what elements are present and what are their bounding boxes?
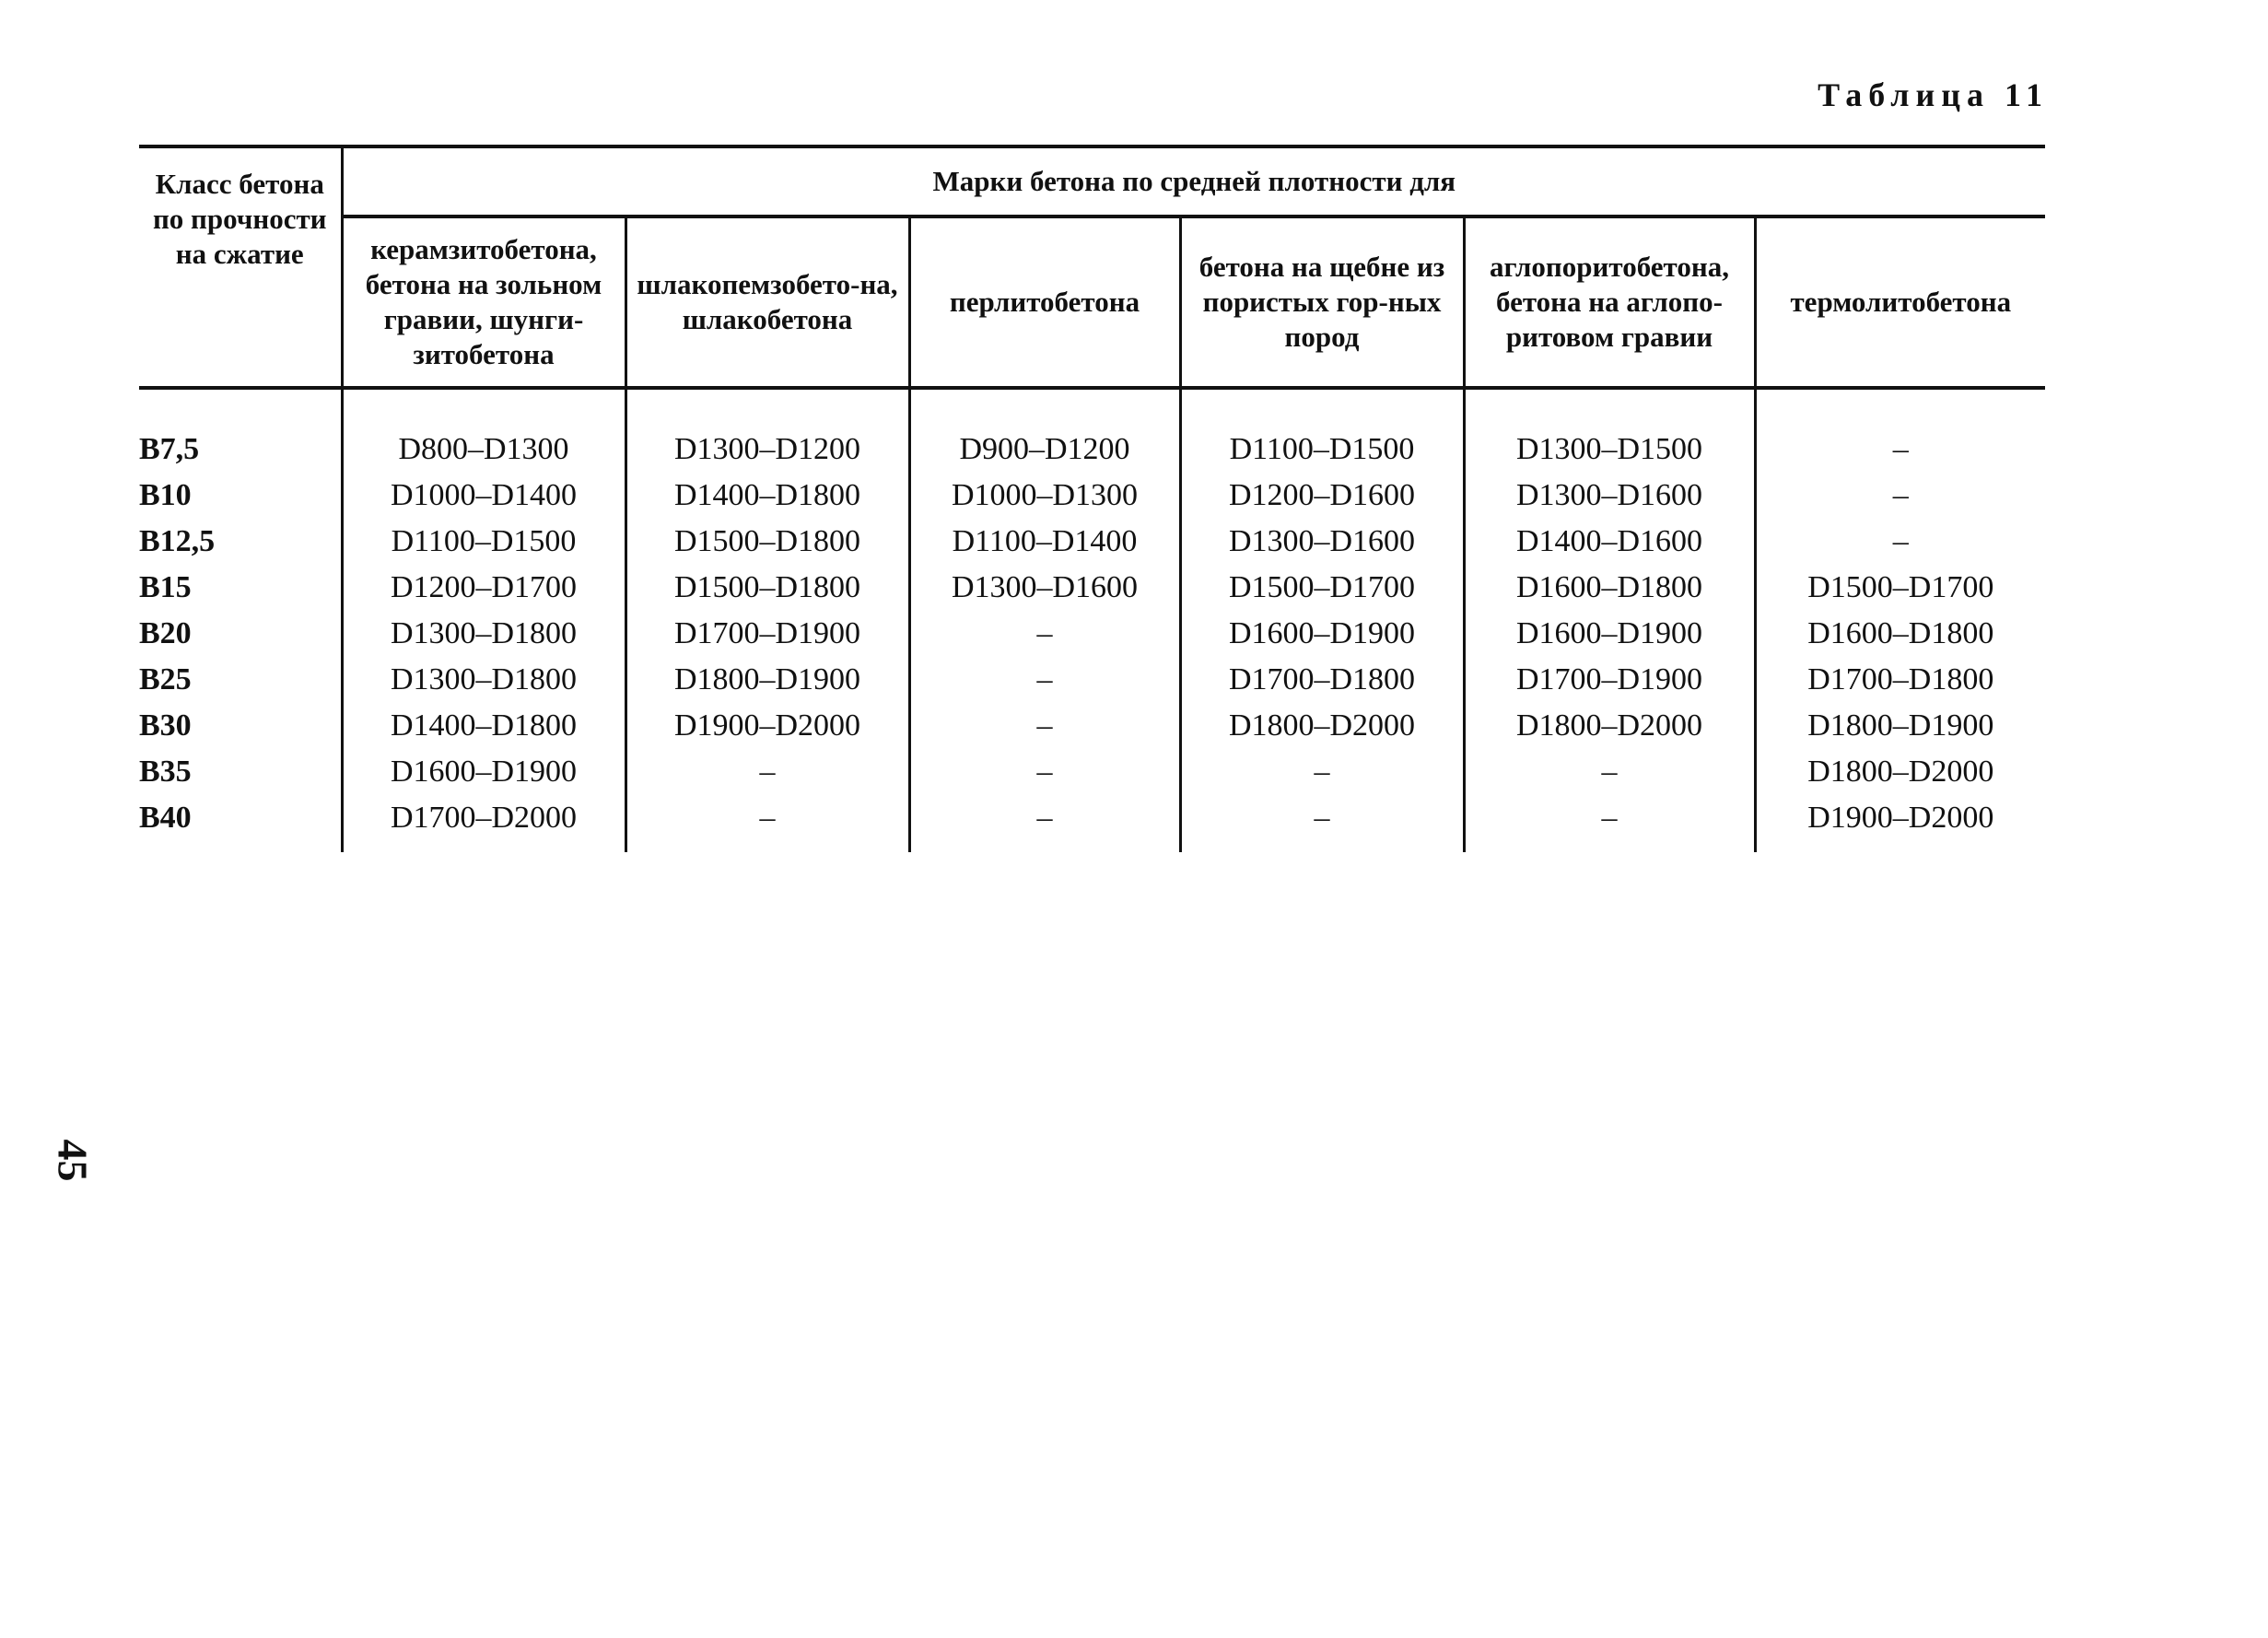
row-value-cell: – <box>909 657 1180 703</box>
row-class-cell: B15 <box>139 570 192 604</box>
row-value-cell: D1800–D2000 <box>1755 749 2045 795</box>
row-value-cell: D1100–D1400 <box>909 519 1180 565</box>
row-value-cell: – <box>909 611 1180 657</box>
row-value-cell: – <box>1755 388 2045 473</box>
row-value-cell: D1000–D1300 <box>909 473 1180 519</box>
table-header <box>139 146 2045 388</box>
row-value-cell: D1800–D1900 <box>1755 703 2045 749</box>
table-row <box>139 611 2045 657</box>
row-value-cell: D1800–D1900 <box>625 657 909 703</box>
row-value-cell: D1200–D1700 <box>342 565 625 611</box>
row-value-cell: – <box>1755 519 2045 565</box>
table-row <box>139 657 2045 703</box>
row-class-cell: B10 <box>139 478 192 512</box>
row-value-cell: – <box>1755 473 2045 519</box>
table-row <box>139 565 2045 611</box>
row-value-cell: D1300–D1200 <box>625 388 909 473</box>
table-row <box>139 473 2045 519</box>
header-class-column: Класс бетона по прочности на сжатие <box>139 146 342 388</box>
header-column-4: бетона на щебне из пористых гор-ных пород <box>1180 216 1464 388</box>
row-value-cell: D1200–D1600 <box>1180 473 1464 519</box>
row-value-cell: D1600–D1800 <box>1755 611 2045 657</box>
row-value-cell: – <box>909 749 1180 795</box>
row-value-cell: D1500–D1700 <box>1180 565 1464 611</box>
row-value-cell: D1300–D1800 <box>342 611 625 657</box>
row-value-cell: D1800–D2000 <box>1180 703 1464 749</box>
table-row <box>139 795 2045 852</box>
header-column-2: шлакопемзобето-на, шлакобетона <box>625 216 909 388</box>
header-column-1: керамзитобетона, бетона на зольном гравии, шунги-зитобетона <box>342 216 625 388</box>
row-value-cell: D1400–D1800 <box>625 473 909 519</box>
row-value-cell: D1600–D1900 <box>342 749 625 795</box>
row-class-cell: B25 <box>139 662 192 696</box>
row-value-cell: D1600–D1900 <box>1180 611 1464 657</box>
row-value-cell: – <box>625 749 909 795</box>
row-value-cell: D1500–D1800 <box>625 565 909 611</box>
row-value-cell: D1500–D1700 <box>1755 565 2045 611</box>
row-value-cell: D900–D1200 <box>909 388 1180 473</box>
row-value-cell: – <box>909 795 1180 852</box>
header-row-columns <box>139 216 2045 388</box>
row-value-cell: D800–D1300 <box>342 388 625 473</box>
row-value-cell: D1300–D1600 <box>909 565 1180 611</box>
table-row <box>139 703 2045 749</box>
row-value-cell: D1600–D1900 <box>1464 611 1755 657</box>
row-value-cell: D1500–D1800 <box>625 519 909 565</box>
page-number: 45 <box>49 1139 97 1182</box>
header-column-3: перлитобетона <box>909 216 1180 388</box>
row-value-cell: D1600–D1800 <box>1464 565 1755 611</box>
row-class-cell: B12,5 <box>139 524 216 558</box>
table-row <box>139 388 2045 473</box>
row-value-cell: D1300–D1600 <box>1464 473 1755 519</box>
row-value-cell: – <box>625 795 909 852</box>
row-value-cell: D1800–D2000 <box>1464 703 1755 749</box>
row-value-cell: – <box>1464 749 1755 795</box>
row-value-cell: D1100–D1500 <box>342 519 625 565</box>
header-column-6: термолитобетона <box>1755 216 2045 388</box>
row-class-cell: B30 <box>139 708 192 743</box>
row-value-cell: D1900–D2000 <box>625 703 909 749</box>
row-value-cell: D1300–D1600 <box>1180 519 1464 565</box>
density-table-container <box>139 145 2045 852</box>
row-class-cell: B7,5 <box>139 432 200 466</box>
row-value-cell: D1700–D1800 <box>1180 657 1464 703</box>
table-row <box>139 749 2045 795</box>
header-group-title: Марки бетона по средней плотности для <box>342 146 2045 216</box>
density-table <box>139 145 2045 852</box>
row-value-cell: D1400–D1600 <box>1464 519 1755 565</box>
row-value-cell: – <box>1180 795 1464 852</box>
row-value-cell: D1700–D1800 <box>1755 657 2045 703</box>
row-value-cell: D1300–D1800 <box>342 657 625 703</box>
table-caption: Таблица 11 <box>1818 76 2049 113</box>
row-value-cell: D1000–D1400 <box>342 473 625 519</box>
row-value-cell: D1700–D1900 <box>1464 657 1755 703</box>
table-body <box>139 388 2045 852</box>
row-value-cell: – <box>1180 749 1464 795</box>
table-row <box>139 519 2045 565</box>
row-value-cell: D1700–D1900 <box>625 611 909 657</box>
row-value-cell: D1100–D1500 <box>1180 388 1464 473</box>
row-value-cell: – <box>1464 795 1755 852</box>
row-class-cell: B20 <box>139 616 192 650</box>
row-class-cell: B40 <box>139 801 192 835</box>
row-value-cell: D1700–D2000 <box>342 795 625 852</box>
header-row-group <box>139 146 2045 216</box>
row-value-cell: D1300–D1500 <box>1464 388 1755 473</box>
row-value-cell: D1900–D2000 <box>1755 795 2045 852</box>
header-column-5: аглопоритобетона, бетона на аглопо-ритовом гравии <box>1464 216 1755 388</box>
row-value-cell: – <box>909 703 1180 749</box>
row-class-cell: B35 <box>139 755 192 789</box>
row-value-cell: D1400–D1800 <box>342 703 625 749</box>
